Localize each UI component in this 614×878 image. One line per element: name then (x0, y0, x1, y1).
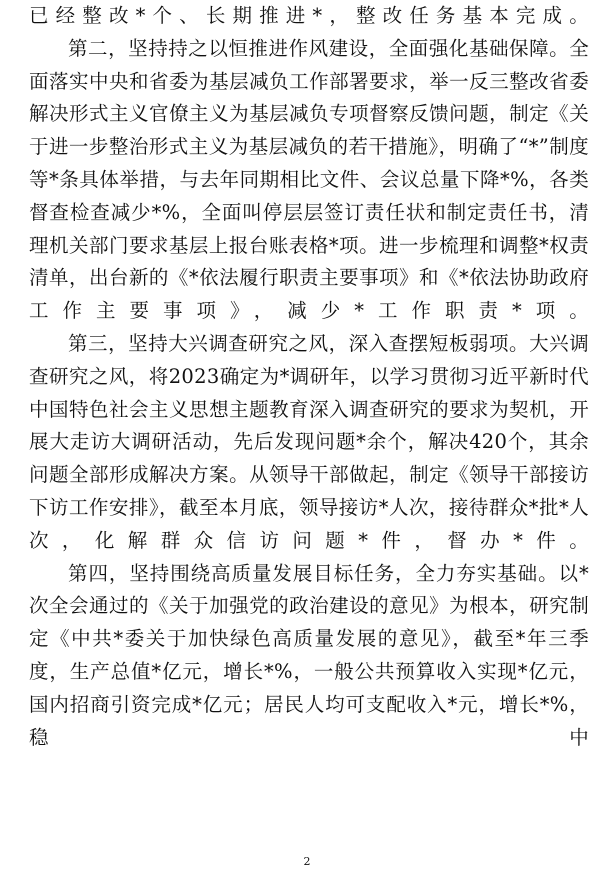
page-number: 2 (303, 855, 311, 868)
paragraph-text: 第三，坚持大兴调查研究之风，深入查摆短板弱项。大兴调查研究之风，将2023确定为*调研年，以学习贯彻习近平新时代中国特色社会主义思想主题教育深入调查研究的要求为契机，开展大走访大调研活动，先后发现问题*余个，解决420个，其余问题全部形成解决方案。从领导干部做起，制定《领导干部接访下访工作安排》，截至本月底，领导接访*人次，接待群众*批*人次，化解群众信访问题*件，督办*件。 (29, 331, 590, 552)
document-body (29, 0, 589, 754)
paragraph-text: 第四，坚持围绕高质量发展目标任务，全力夯实基础。以*次全会通过的《关于加强党的政治建设的意见》为根本，研究制定《中共*委关于加快绿色高质量发展的意见》，截至*年三季度，生产总值*亿元，增长*%，一般公共预算收入实现*亿元，国内招商引资完成*亿元；居民人均可支配收入*元，增长*%，稳中 (29, 561, 589, 749)
paragraph-text: 第二，坚持持之以恒推进作风建设，全面强化基础保障。全面落实中央和省委为基层减负工作部署要求，举一反三整改省委解决形式主义官僚主义为基层减负专项督察反馈问题，制定《关于进一步整治形式主义为基层减负的若干措施》，明确了“*”制度等*条具体举措，与去年同期相比文件、会议总量下降*%，各类督查检查减少*%，全面叫停层层签订责任状和制定责任书，清理机关部门要求基层上报台账表格*项。进一步梳理和调整*权责清单，出台新的《*依法履行职责主要事项》和《*依法协助政府工作主要事项》，减少*工作职责*项。 (29, 36, 589, 323)
paragraph-third-point (29, 328, 589, 558)
paragraph-continuation (29, 0, 589, 33)
paragraph-text: 已经整改*个、长期推进*，整改任务基本完成。 (29, 4, 589, 27)
paragraph-fourth-point (29, 558, 589, 755)
paragraph-second-point (29, 33, 589, 328)
